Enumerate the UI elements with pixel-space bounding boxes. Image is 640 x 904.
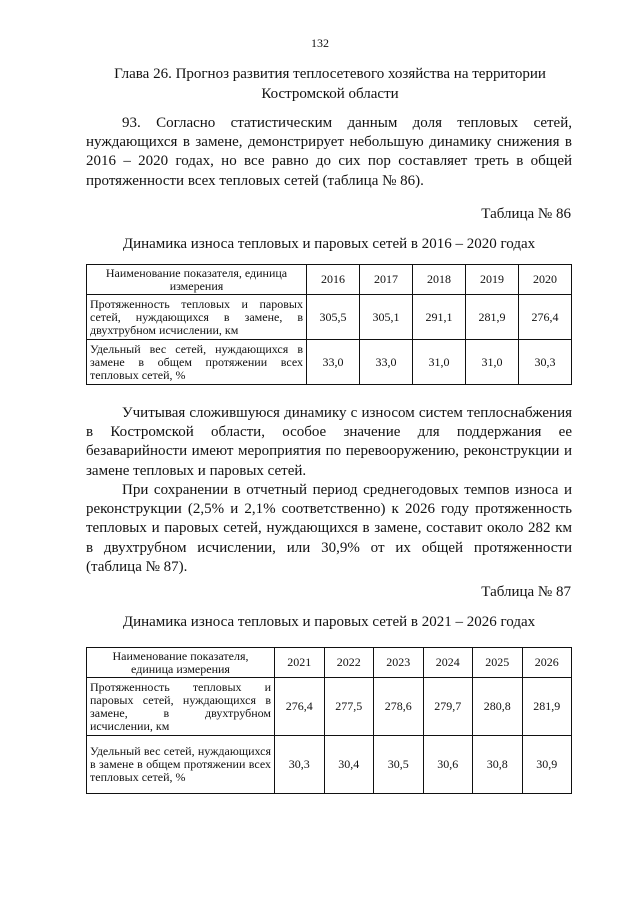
table-cell: 33,0 (307, 340, 360, 385)
header-year: 2016 (307, 265, 360, 295)
table-cell: 280,8 (473, 678, 523, 736)
table-cell: 281,9 (522, 678, 572, 736)
header-year: 2019 (466, 265, 519, 295)
table-cell: 281,9 (466, 295, 519, 340)
table-cell: 30,4 (324, 736, 374, 794)
header-year: 2020 (519, 265, 572, 295)
table-86-label: Таблица № 86 (481, 206, 571, 222)
header-year: 2024 (423, 648, 473, 678)
table-cell: 291,1 (413, 295, 466, 340)
header-year: 2023 (374, 648, 424, 678)
table-86-caption: Динамика износа тепловых и паровых сетей в 2016 – 2020 годах (122, 236, 536, 252)
table-cell: 277,5 (324, 678, 374, 736)
table-cell: 30,9 (522, 736, 572, 794)
header-year: 2025 (473, 648, 523, 678)
table-cell: 30,3 (519, 340, 572, 385)
row-label: Удельный вес сетей, нуждающихся в замене в общем протяжении всех тепловых сетей, % (87, 736, 275, 794)
row-label: Протяженность тепловых и паровых сетей, нуждающихся в замене, в двухтрубном исчислении, км (87, 295, 307, 340)
table-cell: 30,6 (423, 736, 473, 794)
table-cell: 31,0 (466, 340, 519, 385)
table-cell: 278,6 (374, 678, 424, 736)
table-header-row (87, 648, 572, 678)
row-label: Удельный вес сетей, нуждающихся в замене в общем протяжении всех тепловых сетей, % (87, 340, 307, 385)
paragraph-93: 93. Согласно статистическим данным доля тепловых сетей, нуждающихся в замене, демонстрирует небольшую динамику снижения в 2016 – 2020 годах, но все равно до сих пор составляет треть в общей протяженности всех тепловых сетей (таблица № 86). (86, 115, 572, 189)
table-row (87, 295, 572, 340)
table-86 (86, 264, 572, 385)
table-header-row (87, 265, 572, 295)
table-cell: 30,8 (473, 736, 523, 794)
header-name-column: Наименование показателя, единица измерения (87, 265, 307, 295)
table-87-label: Таблица № 87 (481, 584, 571, 600)
page-number: 132 (311, 36, 329, 50)
table-cell: 33,0 (360, 340, 413, 385)
table-cell: 30,5 (374, 736, 424, 794)
header-year: 2021 (275, 648, 325, 678)
paragraph-forecast: При сохранении в отчетный период среднегодовых темпов износа и реконструкции (2,5% и 2,1% соответственно) к 2026 году протяженность тепловых и паровых сетей, нуждающихся в замене, составит около 282 км в двухтрубном исчислении, или 30,9% от их общей протяженности (таблица № 87). (86, 482, 572, 575)
table-cell: 279,7 (423, 678, 473, 736)
header-year: 2026 (522, 648, 572, 678)
chapter-title: Глава 26. Прогноз развития теплосетевого хозяйства на территории Костромской области (114, 66, 546, 102)
table-cell: 305,5 (307, 295, 360, 340)
table-cell: 30,3 (275, 736, 325, 794)
row-label: Протяженность тепловых и паровых сетей, нуждающихся в замене, в двухтрубном исчислении, км (87, 678, 275, 736)
table-cell: 276,4 (519, 295, 572, 340)
table-row (87, 340, 572, 385)
table-row (87, 678, 572, 736)
paragraph-dynamics: Учитывая сложившуюся динамику с износом систем теплоснабжения в Костромской области, особое значение для поддержания ее безаварийности имеют мероприятия по перевооружению, реконструкции и замене тепловых и паровых сетей. (86, 405, 572, 479)
header-name-column: Наименование показателя, единица измерения (87, 648, 275, 678)
table-87-caption: Динамика износа тепловых и паровых сетей в 2021 – 2026 годах (122, 614, 536, 630)
header-year: 2017 (360, 265, 413, 295)
table-87 (86, 647, 572, 794)
table-cell: 305,1 (360, 295, 413, 340)
table-cell: 31,0 (413, 340, 466, 385)
header-year: 2018 (413, 265, 466, 295)
table-cell: 276,4 (275, 678, 325, 736)
table-row (87, 736, 572, 794)
header-year: 2022 (324, 648, 374, 678)
